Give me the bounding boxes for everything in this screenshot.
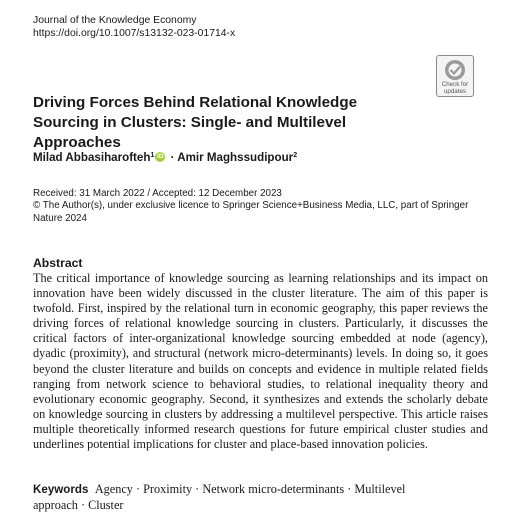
keywords-section	[33, 482, 453, 513]
abstract-heading: Abstract	[33, 256, 83, 270]
badge-line-2: updates	[443, 87, 467, 95]
author-affiliation-1: 1	[150, 152, 155, 159]
author-name-1: Milad Abbasiharofteh	[33, 151, 151, 164]
keywords-heading: Keywords	[33, 483, 89, 496]
check-for-updates-badge[interactable]	[436, 55, 474, 97]
abstract-text: The critical importance of knowledge sourcing as learning relationships and its impact on innovation have been widely discussed in the cluster literature. The aim of this paper is twofold. First, inspired by the relational turn in economic geography, this paper reviews the driving forces of relational knowledge sourcing in clusters. Particularly, it discusses the critical factors of inter-organizational knowledge sourcing embedded at node (agency), dyadic (proximity), and structural (network micro-determinants) levels. In doing so, it goes beyond the cluster literature and builds on concepts and evidence in multiple related fields ranging from network science to behavioral studies, to relational inequality theory and evolutionary economic geography. Second, it synthesizes and extends the scholarly debate on knowledge sourcing in clusters by addressing a multilevel perspective. This article raises multiple theoretically informed research questions for future empirical cluster studies and underlines potential implications for cluster and place-based innovation policies.	[33, 271, 488, 452]
article-metadata	[33, 188, 483, 225]
orcid-icon[interactable]: iD	[157, 152, 164, 160]
author-separator: ·	[167, 151, 178, 164]
badge-line-1: Check for	[441, 81, 469, 88]
author-affiliation-2: 2	[293, 152, 298, 159]
received-accepted-dates: Received: 31 March 2022 / Accepted: 12 December 2023	[33, 188, 282, 199]
journal-name: Journal of the Knowledge Economy	[33, 15, 197, 26]
check-for-updates-icon	[444, 59, 466, 81]
author-list	[33, 151, 297, 165]
journal-header	[33, 14, 235, 40]
author-name-2: Amir Maghssudipour	[177, 151, 294, 164]
article-title: Driving Forces Behind Relational Knowledge Sourcing in Clusters: Single- and Multilevel Approaches	[33, 94, 358, 151]
doi-link[interactable]: https://doi.org/10.1007/s13132-023-01714-x	[33, 28, 236, 39]
copyright-notice: © The Author(s), under exclusive licence to Springer Science+Business Media, LLC, part of Springer Nature 2024	[33, 200, 469, 224]
keywords-list: Agency · Proximity · Network micro-determinants · Multilevel approach · Cluster	[33, 482, 406, 512]
